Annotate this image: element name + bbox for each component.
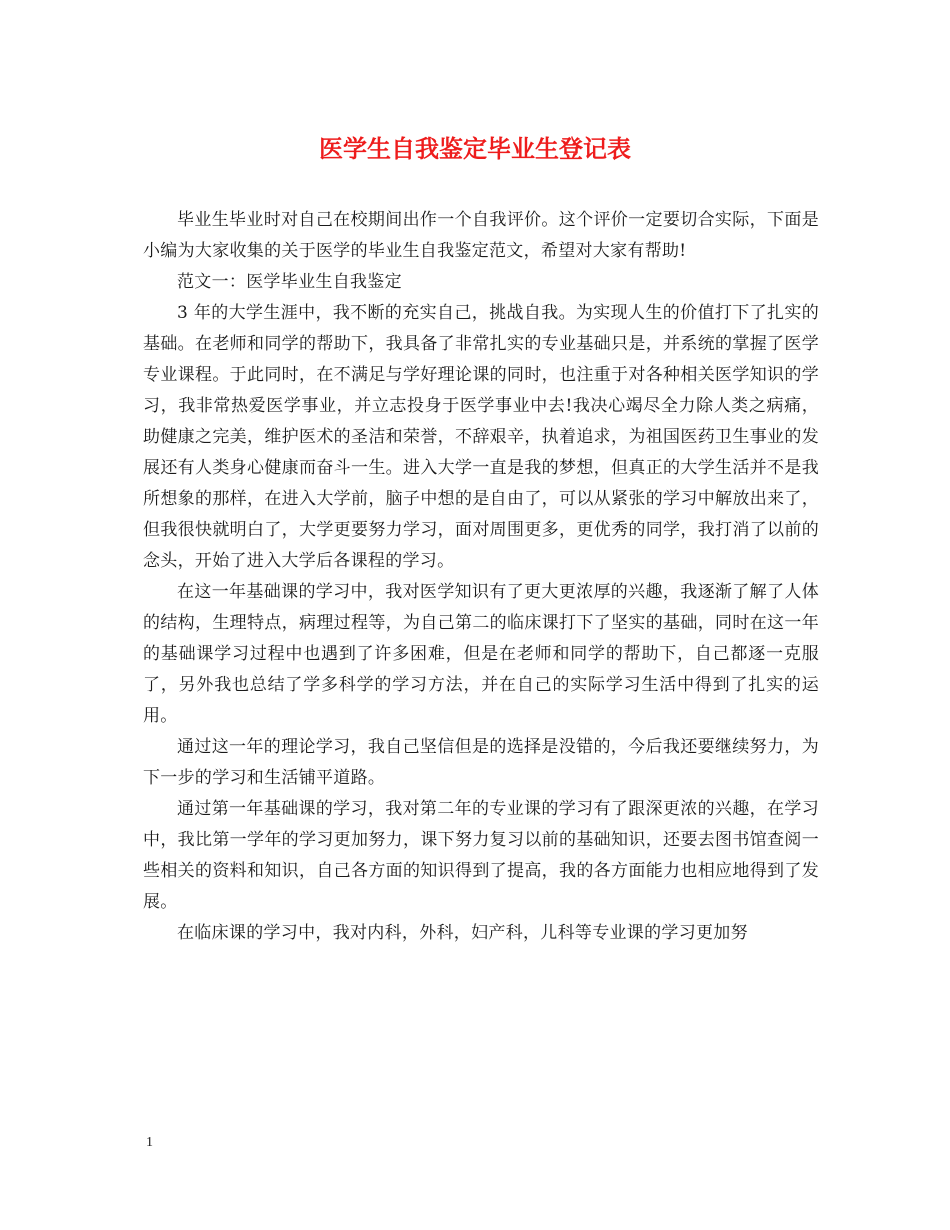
- paragraph-intro: 毕业生毕业时对自己在校期间出作一个自我评价。这个评价一定要切合实际，下面是小编为大家收集的关于医学的毕业生自我鉴定范文，希望对大家有帮助!: [143, 210, 819, 261]
- paragraph-university-life: 3 年的大学生涯中，我不断的充实自己，挑战自我。为实现人生的价值打下了扎实的基础。在老师和同学的帮助下，我具备了非常扎实的专业基础只是，并系统的掌握了医学专业课程。于此同时，在不满足与学好理论课的同时，也注重于对各种相关医学知识的学习，我非常热爱医学事业，并立志投身于医学事业中去!我决心竭尽全力除人类之病痛，助健康之完美，维护医术的圣洁和荣誉，不辞艰辛，执着追求，为祖国医药卫生事业的发展还有人类身心健康而奋斗一生。进入大学一直是我的梦想，但真正的大学生活并不是我所想象的那样，在进入大学前，脑子中想的是自由了，可以从紧张的学习中解放出来了，但我很快就明白了，大学更要努力学习，面对周围更多，更优秀的同学，我打消了以前的念头，开始了进入大学后各课程的学习。: [143, 303, 819, 571]
- paragraph-professional-courses: 通过第一年基础课的学习，我对第二年的专业课的学习有了跟深更浓的兴趣，在学习中，我比第一学年的学习更加努力，课下努力复习以前的基础知识，还要去图书馆查阅一些相关的资料和知识，自己各方面的知识得到了提高，我的各方面能力也相应地得到了发展。: [143, 799, 819, 912]
- document-title: 医学生自我鉴定毕业生登记表: [319, 134, 631, 163]
- paragraph-clinical-courses: 在临床课的学习中，我对内科，外科，妇产科，儿科等专业课的学习更加努: [177, 923, 748, 943]
- page-number: 1: [146, 1135, 153, 1150]
- paragraph-foundation-courses: 在这一年基础课的学习中，我对医学知识有了更大更浓厚的兴趣，我逐渐了解了人体的结构，生理特点，病理过程等，为自己第二的临床课打下了坚实的基础，同时在这一年的基础课学习过程中也遇到了许多困难，但是在老师和同学的帮助下，自己都逐一克服了，另外我也总结了学多科学的学习方法，并在自己的实际学习生活中得到了扎实的运用。: [143, 582, 819, 726]
- document-body: [143, 205, 819, 949]
- paragraph-theory-study: 通过这一年的理论学习，我自己坚信但是的选择是没错的，今后我还要继续努力，为下一步的学习和生活铺平道路。: [143, 737, 819, 788]
- paragraph-sample-heading: 范文一：医学毕业生自我鉴定: [177, 272, 402, 292]
